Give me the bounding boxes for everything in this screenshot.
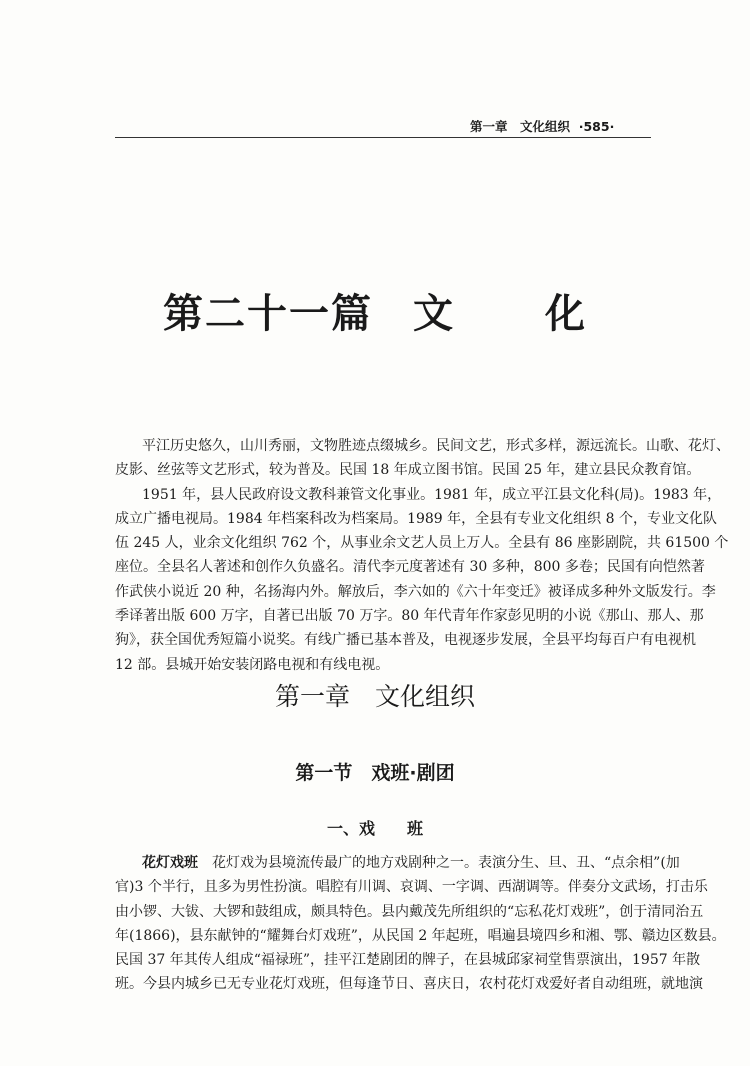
paragraph-line: 平江历史悠久，山川秀丽，文物胜迹点缀城乡。民间文艺，形式多样，源远流长。山歌、花灯、 [142, 438, 730, 454]
paragraph-line: 由小锣、大钹、大锣和鼓组成，颇具特色。县内戴茂先所组织的“忘私花灯戏班”，创于清同治五 [115, 903, 704, 920]
paragraph-line: 座位。全县名人著述和创作久负盛名。清代李元度著述有 30 多种，800 多卷；民国有向恺然著 [115, 559, 705, 576]
paragraph-line: 12 部。县城开始安装闭路电视和有线电视。 [115, 656, 390, 673]
paragraph-1 [115, 434, 730, 483]
running-header [470, 117, 614, 135]
run-in-heading: 花灯戏班 [142, 855, 198, 871]
paragraph-line: 年(1866)，县东献钟的“耀舞台灯戏班”，从民国 2 年起班，唱遍县境四乡和湘、鄂、赣边区数县。 [115, 927, 726, 944]
paragraph-line: 官)3 个半行，且多为男性扮演。唱腔有川调、哀调、一字调、西湖调等。伴奏分文武场，打击乐 [115, 879, 708, 896]
header-chapter: 第一章 文化组织 [470, 119, 571, 134]
header-rule [115, 137, 651, 138]
paragraph-line: 班。今县内城乡已无专业花灯戏班，但每逢节日、喜庆日，农村花灯戏爱好者自动组班，就地演 [115, 976, 703, 993]
chapter-title: 第一章 文化组织 [274, 682, 475, 711]
title-part2: 文 [413, 291, 455, 337]
paragraph-line: 民国 37 年其传人组成“福禄班”，挂平江楚剧团的牌子，在县城邱家祠堂售票演出，1957 年散 [115, 952, 701, 969]
paragraph-line: 作武侠小说近 20 种，名扬海内外。解放后，李六如的《六十年变迁》被译成多种外文版发行。李 [115, 583, 716, 600]
paragraph-line: 季译著出版 600 万字，自著已出版 70 万字。80 年代青年作家彭见明的小说《那山、那人、那 [115, 608, 704, 625]
paragraph-line: 狗》，获全国优秀短篇小说奖。有线广播已基本普及，电视逐步发展，全县平均每百户有电视机 [115, 632, 696, 649]
page-number: ·585· [578, 119, 615, 134]
subsection-title: 一、戏 班 [326, 819, 423, 838]
paragraph-2 [115, 483, 729, 677]
part-title [0, 282, 750, 339]
paragraph-line: 花灯戏班 花灯戏为县境流传最广的地方戏剧种之一。表演分生、旦、丑、“点余相”(加 [142, 855, 680, 871]
huadeng-paragraph [115, 851, 726, 997]
title-part1: 第二十一篇 [163, 291, 373, 337]
section-title: 第一节 戏班·剧团 [295, 762, 455, 784]
title-part3: 化 [545, 291, 587, 337]
paragraph-line: 伍 245 人，业余文化组织 762 个，从事业余文艺人员上万人。全县有 86 座影剧院，共 61500 个 [115, 535, 729, 552]
paragraph-line: 1951 年，县人民政府设文教科兼管文化事业。1981 年，成立平江县文化科(局)。1983 年， [142, 486, 722, 503]
paragraph-line: 成立广播电视局。1984 年档案科改为档案局。1989 年，全县有专业文化组织 8 个，专业文化队 [115, 510, 717, 527]
paragraph-line: 皮影、丝弦等文艺形式，较为普及。民国 18 年成立图书馆。民国 25 年，建立县民众教育馆。 [115, 462, 701, 479]
intro-text [115, 434, 730, 677]
